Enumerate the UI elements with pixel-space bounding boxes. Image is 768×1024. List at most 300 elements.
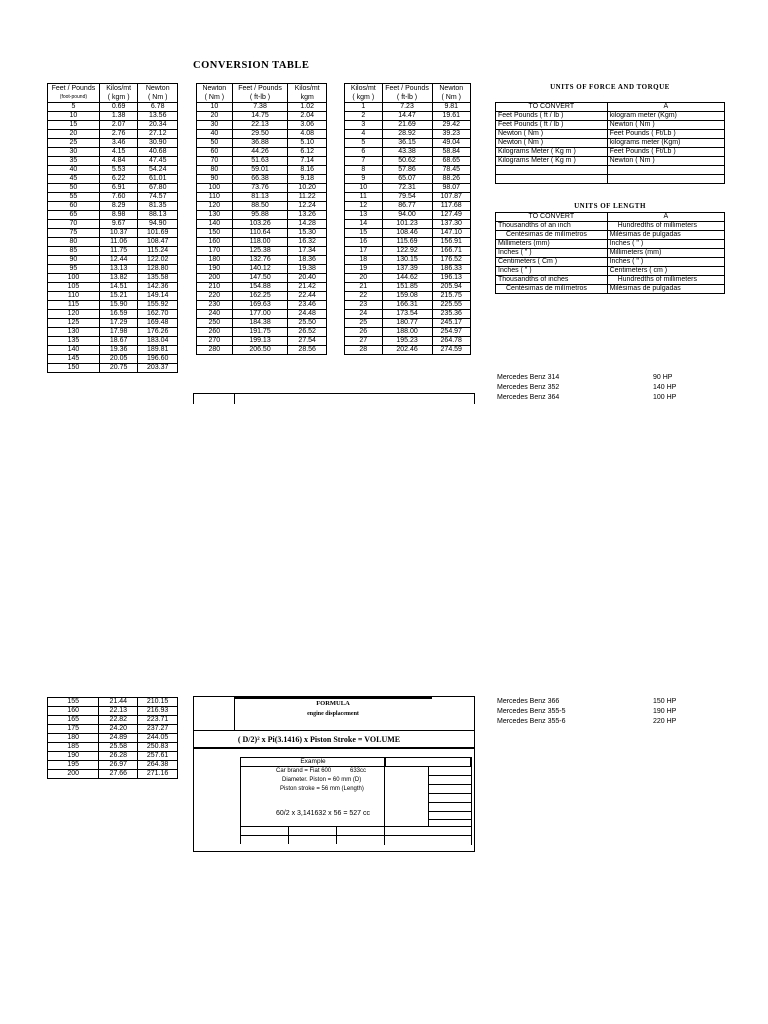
table-cell: Newton ( Nm ) bbox=[607, 121, 724, 130]
table-cell: 169.63 bbox=[232, 301, 288, 310]
table-cell: 40 bbox=[197, 130, 233, 139]
table-row bbox=[496, 166, 725, 175]
table-cell: 132.76 bbox=[232, 256, 288, 265]
table-cell: 79.54 bbox=[382, 193, 432, 202]
table-cell: 98.07 bbox=[432, 184, 471, 193]
table-cell: 15.30 bbox=[288, 229, 327, 238]
table-cell bbox=[607, 166, 724, 175]
table-row bbox=[48, 139, 178, 148]
column-header: TO CONVERT bbox=[496, 103, 608, 112]
table-row bbox=[48, 184, 178, 193]
table-cell: 169.48 bbox=[138, 319, 178, 328]
table-row bbox=[48, 157, 178, 166]
table-cell: 125 bbox=[48, 319, 100, 328]
table-cell: 70 bbox=[197, 157, 233, 166]
table-cell: 54.24 bbox=[138, 166, 178, 175]
table-cell: 160 bbox=[48, 707, 99, 716]
table-row bbox=[197, 328, 327, 337]
car-cc: 633cc bbox=[350, 768, 367, 774]
vehicle-name: Mercedes Benz 364 bbox=[497, 394, 560, 401]
table-row bbox=[48, 283, 178, 292]
table-cell: 11.75 bbox=[99, 247, 138, 256]
table-cell: 13.26 bbox=[288, 211, 327, 220]
table-cell: Newton ( Nm ) bbox=[496, 130, 608, 139]
table-cell: 29.42 bbox=[432, 121, 471, 130]
table-cell: 205.94 bbox=[432, 283, 471, 292]
table-cell: 115.69 bbox=[382, 238, 432, 247]
ftlb-table-bottom bbox=[47, 697, 178, 779]
table-cell: Kilograms Meter ( Kg m ) bbox=[496, 157, 608, 166]
table-cell: Hundredths of millimeters bbox=[607, 276, 724, 285]
table-cell: 196.60 bbox=[138, 355, 178, 364]
table-cell: 4.84 bbox=[99, 157, 138, 166]
table-row bbox=[48, 319, 178, 328]
table-cell: 195.23 bbox=[382, 337, 432, 346]
table-cell: 43.38 bbox=[382, 148, 432, 157]
table-cell bbox=[496, 166, 608, 175]
table-cell: Milésimas de pulgadas bbox=[607, 285, 724, 294]
table-row bbox=[345, 283, 471, 292]
table-cell: 14.47 bbox=[382, 112, 432, 121]
table-row bbox=[197, 283, 327, 292]
table-cell: 150 bbox=[197, 229, 233, 238]
table-cell: 28.92 bbox=[382, 130, 432, 139]
vehicle-name: Mercedes Benz 314 bbox=[497, 374, 560, 381]
table-cell: 25 bbox=[345, 319, 383, 328]
table-row bbox=[496, 276, 725, 285]
table-cell: 147.50 bbox=[232, 274, 288, 283]
table-cell: 7.23 bbox=[382, 103, 432, 112]
table-cell: 67.80 bbox=[138, 184, 178, 193]
table-cell: 78.45 bbox=[432, 166, 471, 175]
length-table bbox=[495, 212, 725, 294]
table-cell: 15 bbox=[48, 121, 100, 130]
table-cell: 4 bbox=[345, 130, 383, 139]
table-cell: 20.40 bbox=[288, 274, 327, 283]
table-cell: 250.83 bbox=[138, 743, 178, 752]
table-cell: 6.22 bbox=[99, 175, 138, 184]
table-cell: 2.07 bbox=[99, 121, 138, 130]
column-header: A bbox=[607, 103, 724, 112]
table-row bbox=[197, 301, 327, 310]
table-cell: 216.93 bbox=[138, 707, 178, 716]
table-cell: 196.13 bbox=[432, 274, 471, 283]
table-cell: 176.26 bbox=[138, 328, 178, 337]
ftlb-table-top bbox=[47, 83, 178, 373]
table-cell: 103.26 bbox=[232, 220, 288, 229]
table-row bbox=[197, 256, 327, 265]
length-title: UNITS OF LENGTH bbox=[574, 202, 646, 210]
table-cell: 27.12 bbox=[138, 130, 178, 139]
table-cell: 225.55 bbox=[432, 301, 471, 310]
table-cell: 203.37 bbox=[138, 364, 178, 373]
table-cell: 3 bbox=[345, 121, 383, 130]
table-cell: 206.50 bbox=[232, 346, 288, 355]
table-cell: 2.04 bbox=[288, 112, 327, 121]
table-cell: 13.13 bbox=[99, 265, 138, 274]
table-cell: 88.50 bbox=[232, 202, 288, 211]
table-row bbox=[197, 175, 327, 184]
table-cell: 17.98 bbox=[99, 328, 138, 337]
table-cell: 130 bbox=[48, 328, 100, 337]
table-cell: 5.53 bbox=[99, 166, 138, 175]
force-table bbox=[495, 102, 725, 184]
table-cell: 215.75 bbox=[432, 292, 471, 301]
table-row bbox=[197, 265, 327, 274]
table-cell: 25.58 bbox=[99, 743, 138, 752]
table-cell: 26.52 bbox=[288, 328, 327, 337]
table-cell: 144.62 bbox=[382, 274, 432, 283]
table-cell: 21.44 bbox=[99, 698, 138, 707]
horsepower: 100 HP bbox=[653, 394, 677, 401]
table-row bbox=[48, 328, 178, 337]
table-cell: 10.37 bbox=[99, 229, 138, 238]
table-cell: 135.58 bbox=[138, 274, 178, 283]
table-cell: 199.13 bbox=[232, 337, 288, 346]
table-cell: 12.44 bbox=[99, 256, 138, 265]
table-cell: 50.62 bbox=[382, 157, 432, 166]
table-cell: 20.05 bbox=[99, 355, 138, 364]
table-cell: 176.52 bbox=[432, 256, 471, 265]
table-row bbox=[345, 274, 471, 283]
table-cell: 180 bbox=[48, 734, 99, 743]
table-cell: 10 bbox=[48, 112, 100, 121]
table-cell: 27.54 bbox=[288, 337, 327, 346]
car-brand: Car brand = Fiat 600 bbox=[276, 768, 332, 774]
table-row bbox=[48, 346, 178, 355]
table-cell: 120 bbox=[48, 310, 100, 319]
table-cell: 58.84 bbox=[432, 148, 471, 157]
table-row bbox=[345, 157, 471, 166]
table-cell: 271.16 bbox=[138, 770, 178, 779]
table-row bbox=[197, 319, 327, 328]
table-cell: 274.59 bbox=[432, 346, 471, 355]
table-cell: 10 bbox=[197, 103, 233, 112]
table-cell: 3.46 bbox=[99, 139, 138, 148]
table-cell: 25.50 bbox=[288, 319, 327, 328]
column-header bbox=[197, 84, 233, 103]
table-cell: 2.76 bbox=[99, 130, 138, 139]
table-row bbox=[197, 112, 327, 121]
table-cell: Millimeters (mm) bbox=[607, 249, 724, 258]
table-cell: 95.88 bbox=[232, 211, 288, 220]
hp-row bbox=[497, 383, 727, 393]
table-cell: 1.38 bbox=[99, 112, 138, 121]
table-row bbox=[496, 231, 725, 240]
header-line: Kilos/mt bbox=[350, 85, 376, 92]
table-row bbox=[496, 222, 725, 231]
table-cell: 13 bbox=[345, 211, 383, 220]
table-cell: 17.29 bbox=[99, 319, 138, 328]
table-cell: 30 bbox=[197, 121, 233, 130]
table-row bbox=[197, 310, 327, 319]
table-cell bbox=[496, 175, 608, 184]
table-cell: 145 bbox=[48, 355, 100, 364]
hp-list-top bbox=[497, 373, 727, 403]
table-cell: 22.13 bbox=[99, 707, 138, 716]
table-row bbox=[197, 166, 327, 175]
table-cell: Millimeters (mm) bbox=[496, 240, 608, 249]
table-cell bbox=[607, 175, 724, 184]
table-cell: 10 bbox=[345, 184, 383, 193]
table-row bbox=[48, 725, 178, 734]
table-cell: 50 bbox=[197, 139, 233, 148]
table-cell: 101.23 bbox=[382, 220, 432, 229]
table-cell: 137.39 bbox=[382, 265, 432, 274]
table-row bbox=[496, 285, 725, 294]
table-row bbox=[345, 121, 471, 130]
empty-box bbox=[193, 393, 475, 404]
table-cell: 72.31 bbox=[382, 184, 432, 193]
table-row bbox=[345, 247, 471, 256]
table-cell: 140.12 bbox=[232, 265, 288, 274]
table-cell: 115 bbox=[48, 301, 100, 310]
table-row bbox=[48, 121, 178, 130]
table-cell: 22.13 bbox=[232, 121, 288, 130]
table-cell: 26.97 bbox=[99, 761, 138, 770]
table-cell: 165 bbox=[48, 716, 99, 725]
table-cell: 18.36 bbox=[288, 256, 327, 265]
table-row bbox=[345, 103, 471, 112]
table-row bbox=[345, 220, 471, 229]
table-cell: 22.44 bbox=[288, 292, 327, 301]
table-cell: 45 bbox=[48, 175, 100, 184]
table-cell: 11 bbox=[345, 193, 383, 202]
table-row bbox=[48, 229, 178, 238]
table-cell: 9.18 bbox=[288, 175, 327, 184]
table-cell: 47.45 bbox=[138, 157, 178, 166]
table-cell: 24.20 bbox=[99, 725, 138, 734]
table-row bbox=[496, 267, 725, 276]
hp-row bbox=[497, 707, 727, 717]
header-line: Kilos/mt bbox=[294, 85, 320, 92]
hp-row bbox=[497, 717, 727, 727]
table-cell: 35 bbox=[48, 157, 100, 166]
table-cell: 21.42 bbox=[288, 283, 327, 292]
table-cell: 240 bbox=[197, 310, 233, 319]
table-cell: 5.10 bbox=[288, 139, 327, 148]
table-cell: 100 bbox=[197, 184, 233, 193]
table-cell: 7 bbox=[345, 157, 383, 166]
column-header bbox=[382, 84, 432, 103]
table-row bbox=[496, 130, 725, 139]
table-cell: 183.04 bbox=[138, 337, 178, 346]
table-row bbox=[48, 148, 178, 157]
header-subline: ( Nm ) bbox=[441, 94, 461, 101]
table-cell: 14.75 bbox=[232, 112, 288, 121]
table-cell: 175 bbox=[48, 725, 99, 734]
column-header bbox=[288, 84, 327, 103]
header-subline: ( Nm ) bbox=[148, 94, 168, 101]
header-line: Newton bbox=[439, 85, 464, 92]
table-row bbox=[48, 193, 178, 202]
table-row bbox=[48, 247, 178, 256]
table-cell: 191.75 bbox=[232, 328, 288, 337]
table-row bbox=[197, 103, 327, 112]
table-cell: 20.34 bbox=[138, 121, 178, 130]
table-row bbox=[345, 238, 471, 247]
table-cell: 140 bbox=[48, 346, 100, 355]
table-row bbox=[197, 292, 327, 301]
header-line: Feet / Pounds bbox=[238, 85, 282, 92]
column-header: TO CONVERT bbox=[496, 213, 608, 222]
table-cell: 39.23 bbox=[432, 130, 471, 139]
table-cell: 18 bbox=[345, 256, 383, 265]
table-cell: 200 bbox=[48, 770, 99, 779]
table-cell: 166.31 bbox=[382, 301, 432, 310]
table-row bbox=[345, 112, 471, 121]
table-cell: 110 bbox=[197, 193, 233, 202]
header-line: Newton bbox=[202, 85, 227, 92]
table-cell: 264.38 bbox=[138, 761, 178, 770]
hp-list-bottom bbox=[497, 697, 727, 727]
table-cell: Inches ( " ) bbox=[607, 240, 724, 249]
table-cell: 257.61 bbox=[138, 752, 178, 761]
table-cell: 8.16 bbox=[288, 166, 327, 175]
table-cell: 7.60 bbox=[99, 193, 138, 202]
table-cell: 18.67 bbox=[99, 337, 138, 346]
table-cell: 36.15 bbox=[382, 139, 432, 148]
table-cell: 5 bbox=[345, 139, 383, 148]
table-cell: 24 bbox=[345, 310, 383, 319]
horsepower: 140 HP bbox=[653, 384, 677, 391]
table-cell: Newton ( Nm ) bbox=[496, 139, 608, 148]
table-cell: 15.21 bbox=[99, 292, 138, 301]
table-cell: 107.87 bbox=[432, 193, 471, 202]
page-title: CONVERSION TABLE bbox=[193, 60, 310, 71]
table-cell: 30.90 bbox=[138, 139, 178, 148]
table-row bbox=[496, 249, 725, 258]
table-row bbox=[345, 265, 471, 274]
table-cell: 15 bbox=[345, 229, 383, 238]
table-cell: 24.48 bbox=[288, 310, 327, 319]
table-cell: 27.66 bbox=[99, 770, 138, 779]
table-row bbox=[48, 716, 178, 725]
table-row bbox=[48, 274, 178, 283]
table-cell: 5 bbox=[48, 103, 100, 112]
calc-text: 60/2 x 3,141632 x 56 = 527 cc bbox=[276, 810, 370, 817]
table-cell: 180 bbox=[197, 256, 233, 265]
table-cell: 19.61 bbox=[432, 112, 471, 121]
table-cell: Centimeters ( Cm ) bbox=[496, 258, 608, 267]
table-cell: 220 bbox=[197, 292, 233, 301]
table-row bbox=[48, 734, 178, 743]
table-cell: 12.24 bbox=[288, 202, 327, 211]
table-row bbox=[48, 355, 178, 364]
header-subline: (foot-pound) bbox=[59, 94, 88, 100]
table-cell: Centésimas de milímetros bbox=[496, 231, 608, 240]
table-cell: 237.27 bbox=[138, 725, 178, 734]
table-cell: 21 bbox=[345, 283, 383, 292]
table-cell: 20 bbox=[48, 130, 100, 139]
table-row bbox=[345, 175, 471, 184]
table-row bbox=[48, 337, 178, 346]
table-cell: 94.90 bbox=[138, 220, 178, 229]
table-cell: 88.13 bbox=[138, 211, 178, 220]
table-row bbox=[48, 364, 178, 373]
table-cell: Inches ( " ) bbox=[496, 249, 608, 258]
table-cell: 190 bbox=[48, 752, 99, 761]
table-cell: 254.97 bbox=[432, 328, 471, 337]
table-cell: 60 bbox=[48, 202, 100, 211]
table-cell: Inches ( " ) bbox=[496, 267, 608, 276]
table-row bbox=[48, 130, 178, 139]
table-cell: Milésimas de pulgadas bbox=[607, 231, 724, 240]
table-cell: 127.49 bbox=[432, 211, 471, 220]
formula-equation: ( D/2)² x Pi(3.1416) x Piston Stroke = VOLUME bbox=[237, 735, 401, 744]
table-cell: 128.80 bbox=[138, 265, 178, 274]
force-title: UNITS OF FORCE AND TORQUE bbox=[550, 83, 670, 91]
table-row bbox=[345, 346, 471, 355]
table-row bbox=[197, 148, 327, 157]
table-cell: 60 bbox=[197, 148, 233, 157]
table-row bbox=[345, 184, 471, 193]
table-cell: 88.26 bbox=[432, 175, 471, 184]
table-row bbox=[197, 274, 327, 283]
column-header bbox=[232, 84, 288, 103]
table-cell: 40 bbox=[48, 166, 100, 175]
table-cell: 250 bbox=[197, 319, 233, 328]
table-cell: 260 bbox=[197, 328, 233, 337]
table-row bbox=[197, 184, 327, 193]
table-cell: Inches ( " ) bbox=[607, 258, 724, 267]
table-cell: 122.02 bbox=[138, 256, 178, 265]
table-cell: 202.46 bbox=[382, 346, 432, 355]
vehicle-name: Mercedes Benz 355-6 bbox=[497, 718, 566, 725]
table-row bbox=[48, 761, 178, 770]
table-row bbox=[345, 193, 471, 202]
vehicle-name: Mercedes Benz 352 bbox=[497, 384, 560, 391]
table-row bbox=[197, 220, 327, 229]
table-cell: 6 bbox=[345, 148, 383, 157]
hp-row bbox=[497, 373, 727, 383]
table-cell: 57.86 bbox=[382, 166, 432, 175]
table-cell: 0.69 bbox=[99, 103, 138, 112]
table-row bbox=[197, 229, 327, 238]
column-header bbox=[99, 84, 138, 103]
table-row bbox=[345, 319, 471, 328]
table-cell: 22.82 bbox=[99, 716, 138, 725]
table-row bbox=[48, 292, 178, 301]
table-row bbox=[496, 258, 725, 267]
table-cell: 11.22 bbox=[288, 193, 327, 202]
table-cell: 68.65 bbox=[432, 157, 471, 166]
table-cell: 25 bbox=[48, 139, 100, 148]
table-cell: 65.07 bbox=[382, 175, 432, 184]
table-row bbox=[345, 130, 471, 139]
table-row bbox=[197, 193, 327, 202]
table-cell: 65 bbox=[48, 211, 100, 220]
table-cell: Thousandths of an inch bbox=[496, 222, 608, 231]
table-cell: 270 bbox=[197, 337, 233, 346]
table-cell: 245.17 bbox=[432, 319, 471, 328]
table-cell: 17.34 bbox=[288, 247, 327, 256]
table-row bbox=[345, 202, 471, 211]
table-cell: 115.24 bbox=[138, 247, 178, 256]
table-cell: 166.71 bbox=[432, 247, 471, 256]
table-cell: 16.59 bbox=[99, 310, 138, 319]
table-cell: Feet Pounds ( Ft/Lb ) bbox=[607, 130, 724, 139]
horsepower: 220 HP bbox=[653, 718, 677, 725]
table-cell: 11.06 bbox=[99, 238, 138, 247]
table-cell: 73.76 bbox=[232, 184, 288, 193]
hp-row bbox=[497, 697, 727, 707]
table-row bbox=[197, 337, 327, 346]
table-cell: 49.04 bbox=[432, 139, 471, 148]
table-row bbox=[345, 211, 471, 220]
table-cell: Newton ( Nm ) bbox=[607, 157, 724, 166]
horsepower: 190 HP bbox=[653, 708, 677, 715]
